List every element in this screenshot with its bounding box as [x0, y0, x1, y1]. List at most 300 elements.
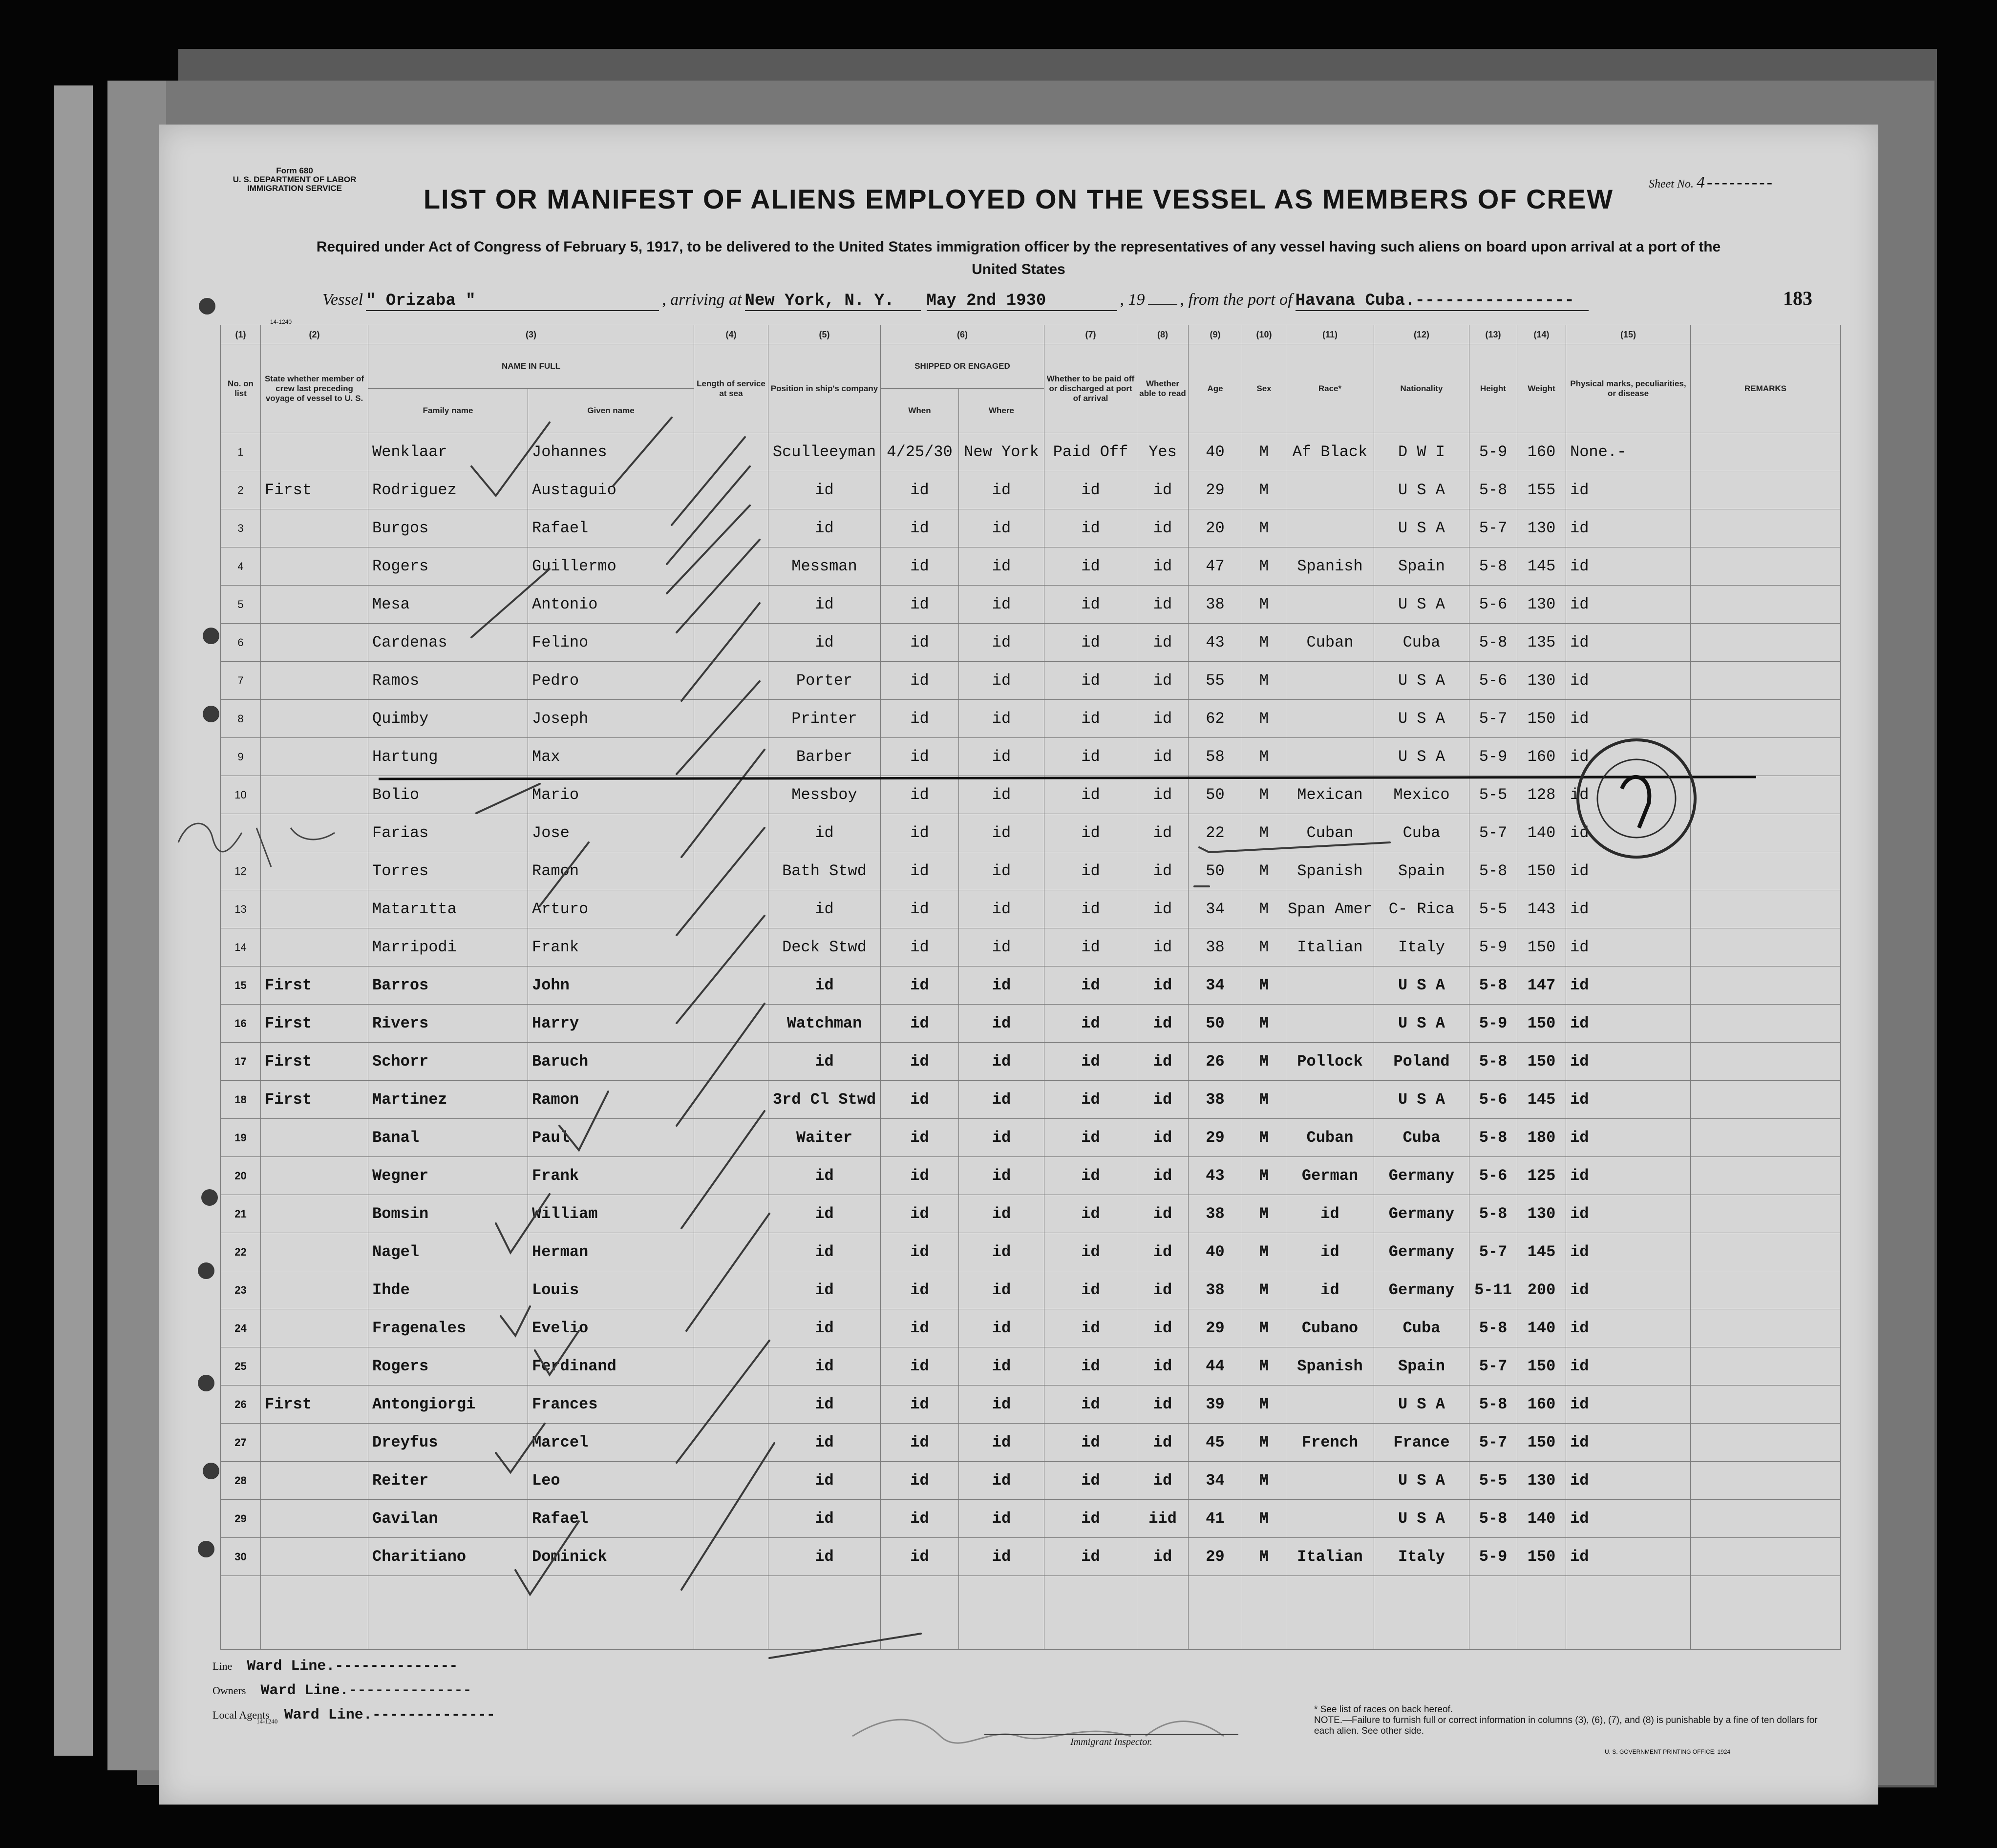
cell-given-name: Frances	[528, 1386, 694, 1424]
vessel-label: Vessel	[322, 291, 363, 309]
cell-shipped-when: id	[881, 928, 959, 966]
cell-given-name: Rafael	[528, 1500, 694, 1538]
checkmark	[613, 418, 672, 486]
cell-height: 5-8	[1469, 852, 1517, 890]
cell-nationality: U S A	[1374, 1500, 1469, 1538]
col-number: (11)	[1286, 325, 1374, 344]
cell-able-to-read: id	[1137, 1538, 1189, 1576]
cell-age: 40	[1189, 1233, 1242, 1271]
cell-weight: 200	[1517, 1271, 1566, 1309]
cell-nationality: Spain	[1374, 547, 1469, 586]
cell-shipped-where: id	[959, 700, 1044, 738]
cell-sex: M	[1242, 1538, 1286, 1576]
cell-position: Printer	[768, 700, 881, 738]
cell-family-name: Nagel	[368, 1233, 528, 1271]
cell-sex: M	[1242, 738, 1286, 776]
cell-row-number: 19	[221, 1119, 261, 1157]
manifest-page	[159, 125, 1878, 1805]
header-nationality: Nationality	[1374, 344, 1469, 433]
cell-sex: M	[1242, 700, 1286, 738]
cell-sex: M	[1242, 1043, 1286, 1081]
cell-shipped-when: id	[881, 966, 959, 1005]
cell-given-name: Pedro	[528, 662, 694, 700]
cell-paid-off: id	[1044, 966, 1137, 1005]
checkmark	[672, 437, 745, 525]
cell-weight: 150	[1517, 700, 1566, 738]
owners-label: Owners	[212, 1684, 246, 1697]
cell-shipped-when: id	[881, 1271, 959, 1309]
cell-nationality: U S A	[1374, 509, 1469, 547]
cell-height: 5-8	[1469, 1386, 1517, 1424]
cell-shipped-where: id	[959, 890, 1044, 928]
cell-sex: M	[1242, 1500, 1286, 1538]
checkmark	[501, 1306, 530, 1336]
cell-weight: 128	[1517, 776, 1566, 814]
cell-given-name: Felino	[528, 624, 694, 662]
cell-family-name: Wegner	[368, 1157, 528, 1195]
cell-family-name: Ramos	[368, 662, 528, 700]
arrival-port: New York, N. Y.	[745, 292, 921, 311]
cell-given-name: Rafael	[528, 509, 694, 547]
cell-family-name: Rivers	[368, 1005, 528, 1043]
cell-shipped-where: id	[959, 814, 1044, 852]
cell-physical-marks: id	[1566, 700, 1691, 738]
strikethrough-line	[379, 777, 1756, 779]
cell-weight: 140	[1517, 1500, 1566, 1538]
cell-given-name: Dominick	[528, 1538, 694, 1576]
cell-row-number: 14	[221, 928, 261, 966]
cell-shipped-when: id	[881, 1500, 959, 1538]
cell-shipped-when: id	[881, 1081, 959, 1119]
cell-previous-voyage: First	[261, 1386, 368, 1424]
header-family-name: Family name	[368, 389, 528, 433]
cell-sex: M	[1242, 547, 1286, 586]
cell-physical-marks: id	[1566, 1462, 1691, 1500]
cell-weight: 140	[1517, 814, 1566, 852]
cell-weight: 130	[1517, 509, 1566, 547]
cell-given-name: Ramon	[528, 852, 694, 890]
cell-nationality: U S A	[1374, 1081, 1469, 1119]
cell-row-number: 7	[221, 662, 261, 700]
vessel-name: " Orizaba "	[366, 292, 659, 311]
cell-row-number: 17	[221, 1043, 261, 1081]
cell-physical-marks: id	[1566, 662, 1691, 700]
cell-sex: M	[1242, 662, 1286, 700]
cell-physical-marks: id	[1566, 1309, 1691, 1347]
cell-nationality: U S A	[1374, 738, 1469, 776]
cell-shipped-where: id	[959, 1386, 1044, 1424]
cell-height: 5-8	[1469, 1309, 1517, 1347]
cell-nationality: U S A	[1374, 1005, 1469, 1043]
cell-weight: 147	[1517, 966, 1566, 1005]
cell-nationality: U S A	[1374, 700, 1469, 738]
checkmark	[476, 784, 540, 813]
cell-race: Cuban	[1286, 814, 1374, 852]
header-remarks: REMARKS	[1691, 344, 1841, 433]
cell-physical-marks: id	[1566, 1119, 1691, 1157]
cell-nationality: Cuba	[1374, 1119, 1469, 1157]
cell-family-name: Barros	[368, 966, 528, 1005]
cell-paid-off: id	[1044, 700, 1137, 738]
cell-paid-off: id	[1044, 776, 1137, 814]
cell-given-name: Johannes	[528, 433, 694, 471]
cell-weight: 150	[1517, 852, 1566, 890]
cell-family-name: Rogers	[368, 1347, 528, 1386]
cell-paid-off: id	[1044, 1538, 1137, 1576]
cell-race: Cubano	[1286, 1309, 1374, 1347]
cell-able-to-read: id	[1137, 1195, 1189, 1233]
cell-race: Span Amer	[1286, 890, 1374, 928]
cell-physical-marks: id	[1566, 509, 1691, 547]
cell-height: 5-8	[1469, 1119, 1517, 1157]
cell-shipped-when: id	[881, 1538, 959, 1576]
cell-paid-off: id	[1044, 1157, 1137, 1195]
checkmark	[496, 422, 550, 496]
cell-nationality: C- Rica	[1374, 890, 1469, 928]
cell-age: 20	[1189, 509, 1242, 547]
cell-given-name: Frank	[528, 1157, 694, 1195]
cell-race: French	[1286, 1424, 1374, 1462]
cell-position: Sculleeyman	[768, 433, 881, 471]
cell-sex: M	[1242, 776, 1286, 814]
cell-row-number: 27	[221, 1424, 261, 1462]
form-number: Form 680	[276, 166, 313, 175]
cell-age: 47	[1189, 547, 1242, 586]
header-physical-marks: Physical marks, peculiarities, or disease	[1566, 344, 1691, 433]
cell-shipped-where: id	[959, 852, 1044, 890]
cell-sex: M	[1242, 509, 1286, 547]
cell-position: Porter	[768, 662, 881, 700]
col-number: (15)	[1566, 325, 1691, 344]
cell-able-to-read: id	[1137, 1271, 1189, 1309]
cell-height: 5-5	[1469, 776, 1517, 814]
col-number: (9)	[1189, 325, 1242, 344]
penalty-note: NOTE.—Failure to furnish full or correct information in columns (3), (6), (7), and (8) is punishable by a fine of ten dollars for each alien. See other side.	[1314, 1715, 1818, 1736]
cell-able-to-read: id	[1137, 1081, 1189, 1119]
cell-nationality: Mexico	[1374, 776, 1469, 814]
header-sex: Sex	[1242, 344, 1286, 433]
cell-sex: M	[1242, 586, 1286, 624]
cell-physical-marks: id	[1566, 471, 1691, 509]
cell-shipped-where: id	[959, 928, 1044, 966]
cell-row-number: 22	[221, 1233, 261, 1271]
cell-age: 50	[1189, 852, 1242, 890]
cell-sex: M	[1242, 471, 1286, 509]
cell-paid-off: id	[1044, 738, 1137, 776]
cell-nationality: Cuba	[1374, 814, 1469, 852]
cell-shipped-where: id	[959, 471, 1044, 509]
cell-able-to-read: id	[1137, 1347, 1189, 1386]
cell-row-number: 15	[221, 966, 261, 1005]
cell-shipped-when: id	[881, 890, 959, 928]
cell-family-name: Mesa	[368, 586, 528, 624]
checkmark	[471, 569, 550, 637]
manifest-subtitle: Required under Act of Congress of February 5, 1917, to be delivered to the United States immigration officer by the representatives of any vessel having such aliens on board upon arrival at a port of the United States	[316, 239, 1721, 277]
cell-shipped-when: id	[881, 624, 959, 662]
header-where: Where	[959, 389, 1044, 433]
cell-family-name: Matarıtta	[368, 890, 528, 928]
circular-stamp	[1578, 740, 1695, 857]
cell-race: Spanish	[1286, 852, 1374, 890]
checkmark	[681, 750, 765, 857]
cell-paid-off: id	[1044, 1271, 1137, 1309]
cell-weight: 145	[1517, 1081, 1566, 1119]
cell-height: 5-8	[1469, 1195, 1517, 1233]
cell-race: Spanish	[1286, 1347, 1374, 1386]
cell-age: 29	[1189, 471, 1242, 509]
header-shipped-or-engaged: SHIPPED OR ENGAGED	[881, 344, 1044, 389]
cell-race: Italian	[1286, 928, 1374, 966]
cell-nationality: Spain	[1374, 852, 1469, 890]
cell-weight: 155	[1517, 471, 1566, 509]
cell-given-name: Frank	[528, 928, 694, 966]
cell-shipped-when: 4/25/30	[881, 433, 959, 471]
cell-physical-marks: id	[1566, 1271, 1691, 1309]
cell-shipped-where: id	[959, 776, 1044, 814]
cell-shipped-where: id	[959, 586, 1044, 624]
cell-able-to-read: Yes	[1137, 433, 1189, 471]
cell-shipped-where: id	[959, 624, 1044, 662]
cell-position: id	[768, 471, 881, 509]
cell-weight: 160	[1517, 1386, 1566, 1424]
cell-weight: 130	[1517, 586, 1566, 624]
cell-position: Barber	[768, 738, 881, 776]
cell-position: id	[768, 1157, 881, 1195]
cell-physical-marks: id	[1566, 1043, 1691, 1081]
cell-family-name: Banal	[368, 1119, 528, 1157]
agents-value: Ward Line.--------------	[284, 1707, 495, 1723]
cell-nationality: U S A	[1374, 1462, 1469, 1500]
cell-sex: M	[1242, 814, 1286, 852]
cell-paid-off: id	[1044, 1195, 1137, 1233]
cell-height: 5-6	[1469, 662, 1517, 700]
cell-weight: 130	[1517, 662, 1566, 700]
col-number: (5)	[768, 325, 881, 344]
cell-given-name: Guillermo	[528, 547, 694, 586]
cell-age: 58	[1189, 738, 1242, 776]
cell-sex: M	[1242, 1233, 1286, 1271]
cell-physical-marks: id	[1566, 1347, 1691, 1386]
cell-shipped-where: id	[959, 1043, 1044, 1081]
from-port-label: , from the port of	[1180, 291, 1293, 309]
cell-able-to-read: id	[1137, 509, 1189, 547]
cell-able-to-read: id	[1137, 1043, 1189, 1081]
cell-family-name: Schorr	[368, 1043, 528, 1081]
cell-row-number: 28	[221, 1462, 261, 1500]
cell-physical-marks: id	[1566, 776, 1691, 814]
cell-position: Messman	[768, 547, 881, 586]
cell-given-name: Baruch	[528, 1043, 694, 1081]
header-name-in-full: NAME IN FULL	[368, 344, 694, 389]
cell-age: 41	[1189, 1500, 1242, 1538]
cell-weight: 150	[1517, 1043, 1566, 1081]
cell-age: 26	[1189, 1043, 1242, 1081]
cell-height: 5-6	[1469, 1157, 1517, 1195]
cell-row-number: 25	[221, 1347, 261, 1386]
cell-shipped-where: id	[959, 738, 1044, 776]
cell-paid-off: id	[1044, 1043, 1137, 1081]
cell-physical-marks: id	[1566, 1500, 1691, 1538]
cell-nationality: Cuba	[1374, 624, 1469, 662]
cell-given-name: Mario	[528, 776, 694, 814]
cell-age: 29	[1189, 1538, 1242, 1576]
cell-family-name: Rogers	[368, 547, 528, 586]
cell-race: Italian	[1286, 1538, 1374, 1576]
departure-port: Havana Cuba.----------------	[1296, 292, 1589, 311]
cell-physical-marks: id	[1566, 1386, 1691, 1424]
cell-physical-marks: id	[1566, 1538, 1691, 1576]
cell-shipped-when: id	[881, 1043, 959, 1081]
cell-able-to-read: id	[1137, 814, 1189, 852]
cell-sex: M	[1242, 624, 1286, 662]
cell-paid-off: id	[1044, 586, 1137, 624]
cell-row-number: 21	[221, 1195, 261, 1233]
cell-sex: M	[1242, 928, 1286, 966]
cell-height: 5-8	[1469, 624, 1517, 662]
header-no-on-list: No. on list	[221, 344, 261, 433]
arrival-date: May 2nd 1930	[927, 292, 1117, 311]
cell-able-to-read: id	[1137, 1386, 1189, 1424]
cell-row-number: 12	[221, 852, 261, 890]
cell-race: German	[1286, 1157, 1374, 1195]
agents-label: Local Agents	[212, 1709, 270, 1721]
cell-age: 22	[1189, 814, 1242, 852]
header-length-of-service: Length of service at sea	[694, 344, 768, 433]
cell-previous-voyage: First	[261, 471, 368, 509]
cell-age: 43	[1189, 624, 1242, 662]
cell-row-number: 2	[221, 471, 261, 509]
cell-position: id	[768, 1309, 881, 1347]
col-number: (7)	[1044, 325, 1137, 344]
cell-sex: M	[1242, 1157, 1286, 1195]
cell-age: 62	[1189, 700, 1242, 738]
cell-position: id	[768, 586, 881, 624]
cell-nationality: Germany	[1374, 1157, 1469, 1195]
cell-family-name: Martinez	[368, 1081, 528, 1119]
cell-shipped-when: id	[881, 1309, 959, 1347]
cell-position: id	[768, 1462, 881, 1500]
cell-shipped-when: id	[881, 1195, 959, 1233]
cell-position: id	[768, 1043, 881, 1081]
cell-family-name: Marripodi	[368, 928, 528, 966]
cell-sex: M	[1242, 966, 1286, 1005]
cell-given-name: Harry	[528, 1005, 694, 1043]
cell-row-number: 1	[221, 433, 261, 471]
cell-height: 5-8	[1469, 471, 1517, 509]
cell-height: 5-11	[1469, 1271, 1517, 1309]
cell-able-to-read: id	[1137, 776, 1189, 814]
cell-family-name: Antongiorgi	[368, 1386, 528, 1424]
cell-nationality: Spain	[1374, 1347, 1469, 1386]
cell-sex: M	[1242, 1386, 1286, 1424]
cell-paid-off: id	[1044, 624, 1137, 662]
cell-position: Waiter	[768, 1119, 881, 1157]
cell-shipped-where: id	[959, 662, 1044, 700]
cell-able-to-read: id	[1137, 624, 1189, 662]
cell-physical-marks: id	[1566, 852, 1691, 890]
backing-sheet-edge	[54, 85, 93, 1756]
cell-shipped-where: id	[959, 509, 1044, 547]
cell-family-name: Bomsin	[368, 1195, 528, 1233]
cell-physical-marks: id	[1566, 1005, 1691, 1043]
cell-given-name: Leo	[528, 1462, 694, 1500]
cell-physical-marks: id	[1566, 738, 1691, 776]
cell-paid-off: Paid Off	[1044, 433, 1137, 471]
col-number: (3)	[368, 325, 694, 344]
sheet-number-value: 4---------	[1696, 173, 1774, 191]
cell-weight: 160	[1517, 433, 1566, 471]
checkmark	[769, 1634, 921, 1658]
cell-family-name: Dreyfus	[368, 1424, 528, 1462]
cell-height: 5-7	[1469, 1347, 1517, 1386]
footer-notes	[1314, 1704, 1827, 1737]
department-name: U. S. DEPARTMENT OF LABOR	[233, 175, 357, 184]
cell-weight: 145	[1517, 547, 1566, 586]
cell-age: 39	[1189, 1386, 1242, 1424]
cell-given-name: Paul	[528, 1119, 694, 1157]
cell-physical-marks: id	[1566, 1233, 1691, 1271]
header-race: Race*	[1286, 344, 1374, 433]
cell-row-number: 18	[221, 1081, 261, 1119]
cell-shipped-when: id	[881, 1347, 959, 1386]
cell-family-name: Fragenales	[368, 1309, 528, 1347]
cell-physical-marks: id	[1566, 547, 1691, 586]
cell-age: 50	[1189, 1005, 1242, 1043]
cell-sex: M	[1242, 890, 1286, 928]
cell-able-to-read: id	[1137, 928, 1189, 966]
cell-position: 3rd Cl Stwd	[768, 1081, 881, 1119]
cell-able-to-read: id	[1137, 966, 1189, 1005]
checkmark	[540, 842, 589, 906]
cell-height: 5-7	[1469, 509, 1517, 547]
cell-position: Watchman	[768, 1005, 881, 1043]
cell-race: Af Black	[1286, 433, 1374, 471]
cell-nationality: Germany	[1374, 1233, 1469, 1271]
cell-paid-off: id	[1044, 814, 1137, 852]
cell-given-name: Max	[528, 738, 694, 776]
cell-sex: M	[1242, 852, 1286, 890]
cell-family-name: Quimby	[368, 700, 528, 738]
cell-family-name: Reiter	[368, 1462, 528, 1500]
cell-age: 45	[1189, 1424, 1242, 1462]
cell-shipped-where: id	[959, 1309, 1044, 1347]
col-number: (1)	[221, 325, 261, 344]
cell-family-name: Gavilan	[368, 1500, 528, 1538]
checkmark	[681, 1443, 774, 1590]
cell-row-number: 6	[221, 624, 261, 662]
cell-previous-voyage: First	[261, 1043, 368, 1081]
cell-given-name: Ramon	[528, 1081, 694, 1119]
cell-row-number: 5	[221, 586, 261, 624]
checkmark	[681, 603, 760, 701]
cell-shipped-when: id	[881, 1119, 959, 1157]
col-number: (14)	[1517, 325, 1566, 344]
cell-height: 5-5	[1469, 1462, 1517, 1500]
header-paid-off: Whether to be paid off or discharged at port of arrival	[1044, 344, 1137, 433]
cell-family-name: Cardenas	[368, 624, 528, 662]
cell-row-number: 24	[221, 1309, 261, 1347]
cell-race: id	[1286, 1195, 1374, 1233]
cell-able-to-read: id	[1137, 586, 1189, 624]
manifest-title: LIST OR MANIFEST OF ALIENS EMPLOYED ON THE VESSEL AS MEMBERS OF CREW	[423, 184, 1614, 214]
checkmark	[496, 1424, 545, 1472]
cell-row-number: 29	[221, 1500, 261, 1538]
cell-paid-off: id	[1044, 1462, 1137, 1500]
cell-physical-marks: id	[1566, 814, 1691, 852]
form-code: 14-1240	[270, 318, 292, 325]
cell-position: id	[768, 624, 881, 662]
cell-weight: 180	[1517, 1119, 1566, 1157]
